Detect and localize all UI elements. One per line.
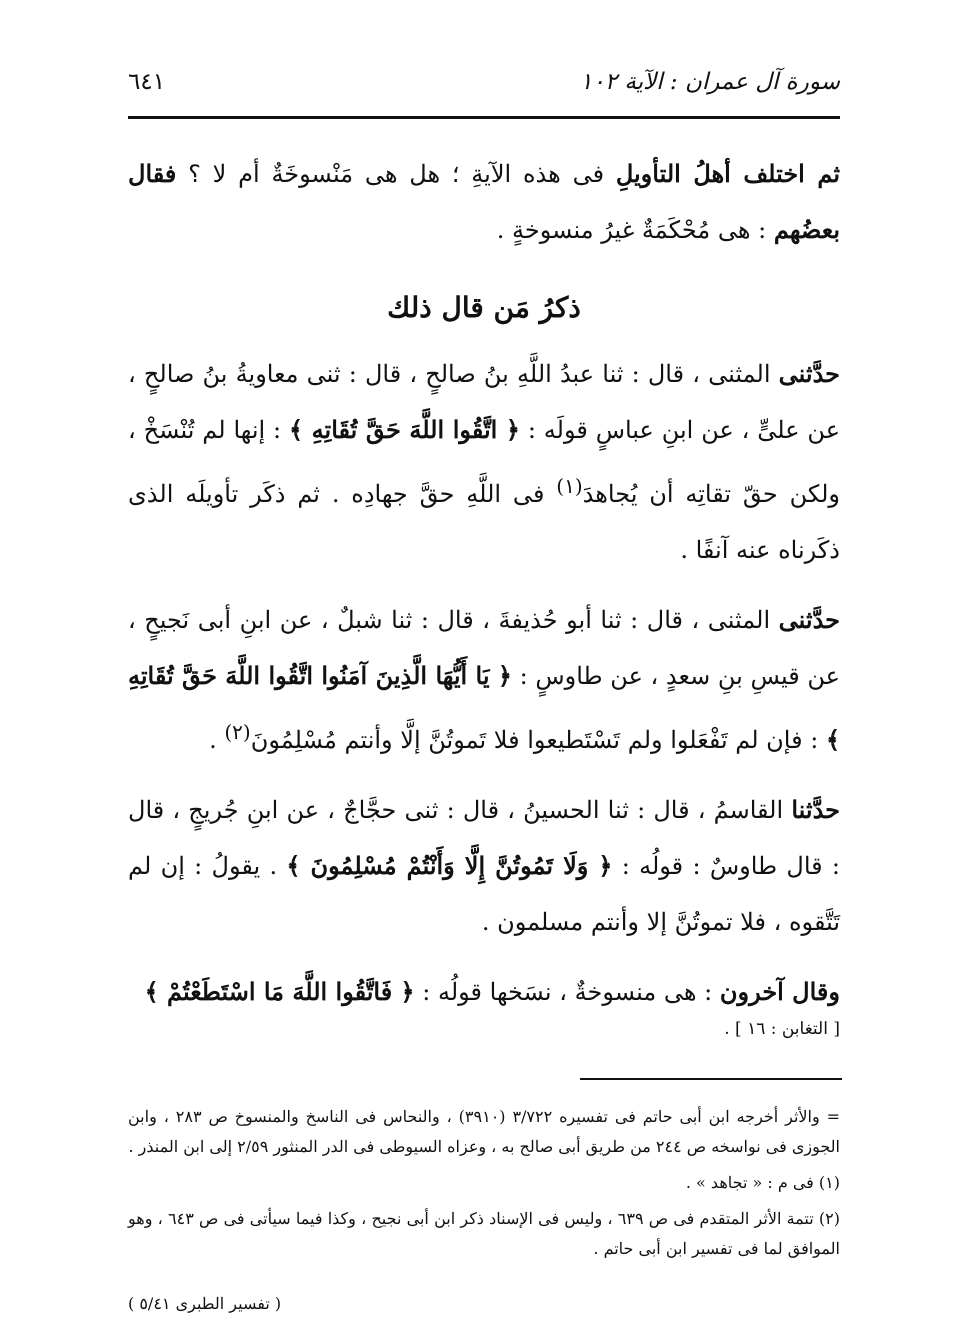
narration-text: فى اللَّهِ حقَّ جهادِه . ثم ذكَر تأويلَه الذى ذكَرناه عنه آنفًا . [128, 480, 840, 564]
narration-text: . يقولُ : إن لم تَتَّقوه ، فلا تموتُنَّ إلا وأنتم مسلمون . [128, 852, 840, 936]
narration-text: القاسمُ ، قال : ثنا الحسينُ ، قال : ثنى حجَّاجٌ ، عن ابنِ جُريجٍ ، قال : قال طاوسٌ : قولُه : [128, 796, 841, 880]
page-footer: ( تفسير الطبرى ٥/٤١ ) [128, 1294, 282, 1313]
quran-verse: ﴿ وَلَا تَمُوتُنَّ إِلَّا وَأَنْتُمْ مُسْلِمُونَ ﴾ [286, 851, 613, 880]
closing-text: : هى منسوخةٌ ، نسَخها قولُه : [414, 978, 720, 1006]
intro-lead: ثم اختلف أهلُ التأويلِ [615, 159, 841, 188]
narration-paragraph-2 [128, 592, 840, 768]
narration-text: . [209, 726, 225, 754]
intro-lead-2: فقال بعضُهم [128, 159, 840, 244]
narration-text: : فإن لم تَفْعَلوا ولم تَسْتَطيعوا فلا تَموتُنَّ إلَّا وأنتم مُسْلِمُونَ [250, 726, 826, 754]
narration-paragraph-3 [128, 782, 840, 950]
narration-text: المثنى ، قال : ثنا عبدُ اللَّهِ بنُ صالحٍ ، قال : ثنى معاويةُ بنُ صالحٍ ، عن علىٍّ ، عن ابنِ عباسٍ قولَه : [128, 360, 841, 444]
main-text [128, 146, 840, 1044]
footnote-continuation: = والأثر أخرجه ابن أبى حاتم فى تفسيره ٣/٧٢٢ (٣٩١٠) ، والنحاس فى الناسخ والمنسوخ ص ٢٨٣ ، وابن الجوزى فى نواسخه ص ٢٤٤ من طريق أبى صالح به ، وعزاه السيوطى فى الدر المنثور ٢/٥٩ إلى ابن المنذر . [128, 1107, 841, 1156]
narration-paragraph-1 [128, 346, 840, 578]
intro-text-2: : هى مُحْكَمَةٌ غيرُ منسوخةٍ . [496, 216, 774, 244]
quran-verse: ﴿ فَاتَّقُوا اللَّهَ مَا اسْتَطَعْتُمْ ﴾ [144, 977, 415, 1006]
narration-lead: حدَّثنى [778, 605, 840, 634]
intro-paragraph [128, 146, 840, 258]
quran-verse: ﴿ اتَّقُوا اللَّهَ حَقَّ تُقَاتِهِ ﴾ [289, 415, 520, 444]
intro-text: فى هذه الآيةِ ؛ هل هى مَنْسوخَةٌ أم لا ؟ [176, 160, 616, 188]
narration-lead: حدَّثنى [778, 359, 840, 388]
narration-lead: حدَّثنا [791, 795, 840, 824]
header-rule [128, 116, 840, 119]
narration-text: المثنى ، قال : ثنا أبو حُذيفةَ ، قال : ثنا شبلٌ ، عن ابنِ أبى نَجيحٍ ، عن قيسِ بنِ سعدٍ ، عن طاوسٍ : [128, 606, 840, 690]
running-title: سورة آل عمران : الآية ١٠٢ [579, 69, 840, 95]
footnotes [128, 1102, 840, 1264]
footnote-marker: (٢) [224, 720, 251, 744]
footnote-marker: (١) [556, 474, 583, 498]
footnote-2: (٢) تتمة الأثر المتقدم فى ص ٦٣٩ ، وليس فى الإسناد ذكر ابن أبى نجيح ، وكذا فيما سيأتى فى ص ٦٤٣ ، وهو الموافق لما فى تفسير ابن أبى حاتم . [128, 1209, 841, 1258]
closing-paragraph [128, 964, 840, 1020]
section-title: ذكرُ مَن قال ذلك [387, 291, 581, 324]
page-header [128, 62, 840, 102]
verse-reference: [ التغابن : ١٦ ] . [724, 1019, 840, 1039]
closing-lead: وقال آخرون [719, 977, 840, 1006]
quran-verse: ﴿ يَا أَيُّهَا الَّذِينَ آمَنُوا اتَّقُوا اللَّهَ حَقَّ تُقَاتِهِ ﴾ [128, 661, 840, 754]
footnote-rule [580, 1078, 842, 1080]
footnote-1: (١) فى م : « تجاهد » . [685, 1173, 840, 1192]
page-number: ٦٤١ [128, 69, 166, 95]
narration-text: : إنها لم تُنْسَخْ ، ولكن حقّ تقاتِه أن يُجاهدَ [128, 416, 841, 508]
